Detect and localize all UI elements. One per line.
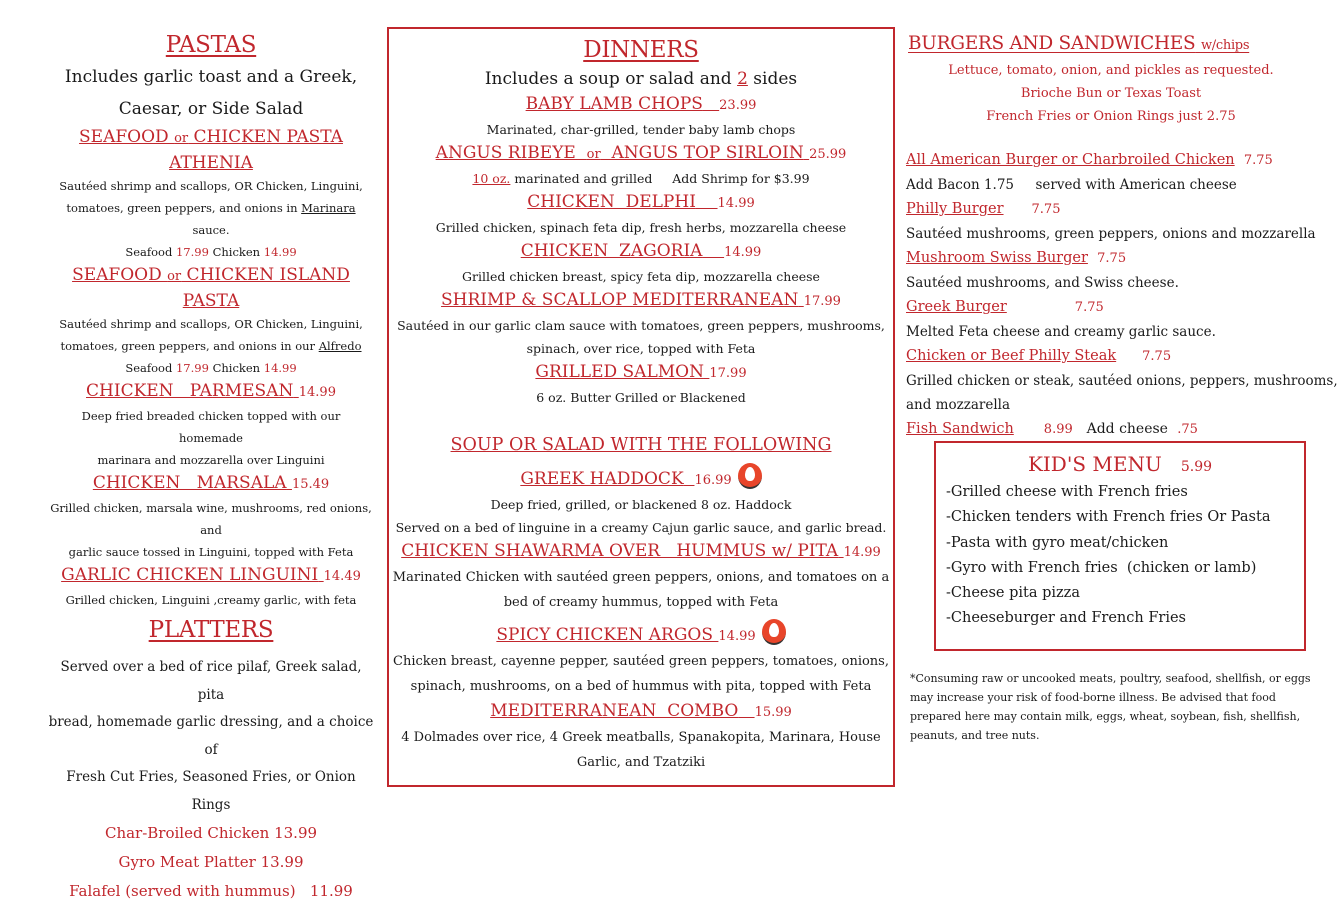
- haddock-price: 16.99: [694, 473, 732, 488]
- soup-salad-header: SOUP OR SALAD WITH THE FOLLOWING: [450, 435, 832, 455]
- kids-item: -Cheese pita pizza: [946, 585, 1080, 602]
- haddock-desc-1: Deep fried, grilled, or blackened 8 oz. Haddock: [490, 497, 792, 512]
- lamb-name: BABY LAMB CHOPS 23.99: [389, 92, 893, 118]
- athenia-item: [48, 125, 374, 263]
- greek-burger-name: Greek Burger 7.75: [906, 299, 1104, 315]
- garlic-name: GARLIC CHICKEN LINGUINI 14.49: [48, 563, 374, 589]
- combo-name: MEDITERRANEAN COMBO 15.99: [389, 699, 893, 725]
- dinners-column: [387, 27, 895, 787]
- fish-sandwich-name: Fish Sandwich 8.99 Add cheese .75: [906, 421, 1198, 437]
- allergy-disclaimer: [910, 669, 1315, 745]
- marsala-desc-1: Grilled chicken, marsala wine, mushrooms, red onions, and: [50, 501, 372, 537]
- ribeye-price: 25.99: [809, 147, 847, 162]
- mushroom-burger-desc: Sautéed mushrooms, and Swiss cheese.: [906, 275, 1179, 291]
- platter-item-chicken: Char-Broiled Chicken 13.99: [104, 824, 318, 842]
- american-burger-desc: Add Bacon 1.75 served with American cheese: [906, 177, 1237, 193]
- philly-steak-name: Chicken or Beef Philly Steak 7.75: [906, 348, 1172, 364]
- garlic-price: 14.49: [323, 569, 361, 584]
- shawarma-price: 14.99: [843, 545, 881, 560]
- zagoria-name: CHICKEN ZAGORIA 14.99: [389, 239, 893, 265]
- combo-desc-1: 4 Dolmades over rice, 4 Greek meatballs, Spanakopita, Marinara, House: [401, 730, 881, 745]
- island-name-line-1: SEAFOOD or CHICKEN ISLAND: [72, 265, 350, 285]
- delphi-name: CHICKEN DELPHI 14.99: [389, 190, 893, 216]
- marsala-desc-2: garlic sauce tossed in Linguini, topped with Feta: [68, 545, 354, 559]
- burgers-note-2: Brioche Bun or Texas Toast: [1020, 86, 1202, 101]
- island-desc-1: Sautéed shrimp and scallops, OR Chicken, Linguini,: [59, 317, 363, 331]
- athenia-prices: Seafood 17.99 Chicken 14.99: [125, 245, 297, 259]
- disclaimer-line: may increase your risk of food-borne illness. Be advised that food: [910, 691, 1276, 704]
- parmesan-item: [48, 379, 374, 471]
- combo-price: 15.99: [754, 705, 792, 720]
- shrimp-desc-2: spinach, over rice, topped with Feta: [526, 341, 756, 356]
- disclaimer-line: *Consuming raw or uncooked meats, poultry, seafood, shellfish, or eggs: [910, 672, 1311, 685]
- platter-item-falafel: Falafel (served with hummus) 11.99: [69, 882, 353, 900]
- lamb-price: 23.99: [719, 98, 757, 113]
- athenia-name-line-1: SEAFOOD or CHICKEN PASTA: [79, 127, 343, 147]
- marsala-item: [48, 471, 374, 563]
- combo-desc-2: Garlic, and Tzatziki: [576, 755, 706, 770]
- zagoria-price: 14.99: [724, 245, 762, 260]
- argos-desc-2: spinach, mushrooms, on a bed of hummus with pita, topped with Feta: [410, 679, 872, 694]
- mushroom-burger-name: Mushroom Swiss Burger 7.75: [906, 250, 1127, 266]
- pastas-intro-1: Includes garlic toast and a Greek,: [64, 67, 358, 87]
- disclaimer-line: prepared here may contain milk, eggs, wheat, soybean, fish, shellfish,: [910, 710, 1301, 723]
- shrimp-price: 17.99: [803, 294, 841, 309]
- island-name-line-2: PASTA: [182, 291, 240, 311]
- platters-title: PLATTERS: [148, 617, 274, 643]
- flame-icon: [738, 463, 762, 489]
- burgers-note-1: Lettuce, tomato, onion, and pickles as requested.: [948, 63, 1274, 78]
- delphi-desc: Grilled chicken, spinach feta dip, fresh herbs, mozzarella cheese: [435, 220, 847, 235]
- athenia-desc-2: tomatoes, green peppers, and onions in Marinara sauce.: [66, 201, 356, 237]
- philly-steak-desc-2: and mozzarella: [906, 397, 1011, 413]
- parmesan-name: CHICKEN PARMESAN 14.99: [48, 379, 374, 405]
- parmesan-price: 14.99: [298, 385, 336, 400]
- shawarma-desc-2: bed of creamy hummus, topped with Feta: [503, 595, 779, 610]
- island-item: [48, 263, 374, 379]
- kids-menu-box: [934, 441, 1306, 651]
- argos-name: SPICY CHICKEN ARGOS 14.99: [389, 619, 893, 649]
- dinners-intro: Includes a soup or salad and 2 sides: [484, 69, 798, 89]
- kids-item: -Pasta with gyro meat/chicken: [946, 534, 1169, 551]
- burgers-note-3: French Fries or Onion Rings just 2.75: [986, 109, 1236, 124]
- kids-menu-title: KID'S MENU 5.99: [1027, 452, 1213, 476]
- flame-icon: [762, 619, 786, 645]
- burgers-column: [906, 30, 1338, 442]
- philly-burger-name: Philly Burger 7.75: [906, 201, 1061, 217]
- greek-burger-desc: Melted Feta cheese and creamy garlic sauce.: [906, 324, 1216, 340]
- dinners-title: DINNERS: [583, 37, 699, 63]
- pastas-column: [48, 30, 374, 906]
- haddock-name: GREEK HADDOCK 16.99: [389, 463, 893, 493]
- zagoria-desc: Grilled chicken breast, spicy feta dip, mozzarella cheese: [462, 269, 820, 284]
- kids-item: -Gyro with French fries (chicken or lamb): [946, 559, 1257, 576]
- philly-steak-desc-1: Grilled chicken or steak, sautéed onions, peppers, mushrooms,: [906, 373, 1338, 389]
- salmon-price: 17.99: [709, 366, 747, 381]
- shawarma-name: CHICKEN SHAWARMA OVER HUMMUS w/ PITA 14.99: [389, 539, 893, 565]
- platters-desc-1: Served over a bed of rice pilaf, Greek salad, pita: [60, 659, 362, 703]
- kids-item: -Cheeseburger and French Fries: [946, 610, 1186, 627]
- salmon-desc: 6 oz. Butter Grilled or Blackened: [536, 390, 746, 405]
- platters-desc-2: bread, homemade garlic dressing, and a choice of: [48, 714, 374, 758]
- shrimp-name: SHRIMP & SCALLOP MEDITERRANEAN 17.99: [389, 288, 893, 314]
- shawarma-desc-1: Marinated Chicken with sautéed green peppers, onions, and tomatoes on a: [392, 570, 890, 585]
- marsala-name: CHICKEN MARSALA 15.49: [48, 471, 374, 497]
- platter-item-gyro: Gyro Meat Platter 13.99: [118, 853, 304, 871]
- shrimp-desc-1: Sautéed in our garlic clam sauce with tomatoes, green peppers, mushrooms,: [397, 318, 885, 333]
- island-desc-2: tomatoes, green peppers, and onions in our Alfredo: [60, 339, 362, 353]
- parmesan-desc-1: Deep fried breaded chicken topped with our homemade: [81, 409, 341, 445]
- garlic-item: [48, 563, 374, 611]
- athenia-desc-1: Sautéed shrimp and scallops, OR Chicken, Linguini,: [59, 179, 363, 193]
- pastas-intro-2: Caesar, or Side Salad: [118, 99, 304, 119]
- parmesan-desc-2: marinara and mozzarella over Linguini: [97, 453, 325, 467]
- disclaimer-line: peanuts, and tree nuts.: [910, 729, 1040, 742]
- argos-desc-1: Chicken breast, cayenne pepper, sautéed green peppers, tomatoes, onions,: [393, 654, 889, 669]
- platters-desc-3: Fresh Cut Fries, Seasoned Fries, or Onion Rings: [66, 769, 356, 813]
- burgers-title: BURGERS AND SANDWICHES w/chips: [908, 33, 1250, 54]
- american-burger-name: All American Burger or Charbroiled Chicken 7.75: [906, 152, 1273, 168]
- kids-item: -Grilled cheese with French fries: [946, 484, 1188, 500]
- ribeye-name: ANGUS RIBEYE or ANGUS TOP SIRLOIN 25.99: [389, 141, 893, 167]
- haddock-desc-2: Served on a bed of linguine in a creamy Cajun garlic sauce, and garlic bread.: [395, 520, 887, 535]
- athenia-name-line-2: ATHENIA: [169, 153, 253, 173]
- marsala-price: 15.49: [291, 477, 330, 492]
- pastas-title: PASTAS: [165, 32, 257, 58]
- kids-item: -Chicken tenders with French fries Or Pasta: [946, 509, 1271, 526]
- ribeye-desc: 10 oz. marinated and grilled Add Shrimp for $3.99: [472, 171, 810, 186]
- garlic-desc: Grilled chicken, Linguini ,creamy garlic, with feta: [65, 593, 357, 607]
- philly-burger-desc: Sautéed mushrooms, green peppers, onions and mozzarella: [906, 226, 1316, 242]
- salmon-name: GRILLED SALMON 17.99: [389, 360, 893, 386]
- delphi-price: 14.99: [717, 196, 755, 211]
- island-prices: Seafood 17.99 Chicken 14.99: [125, 361, 297, 375]
- argos-price: 14.99: [718, 629, 756, 644]
- lamb-desc: Marinated, char-grilled, tender baby lamb chops: [486, 122, 796, 137]
